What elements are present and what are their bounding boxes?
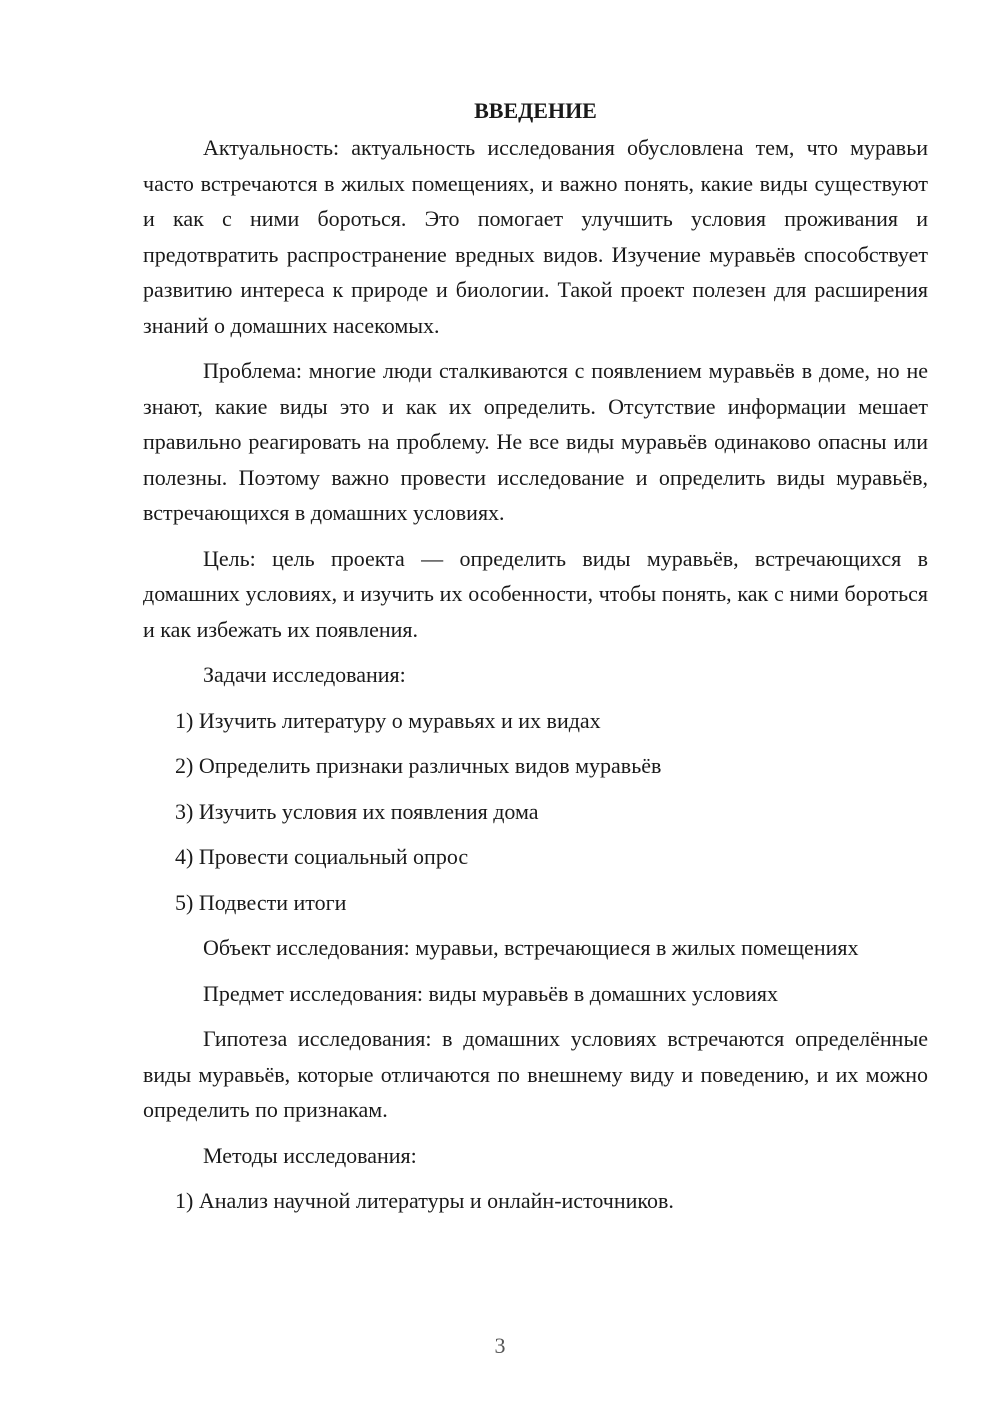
methods-list [143, 1183, 928, 1219]
hypothesis-paragraph: Гипотеза исследования: в домашних условиях встречаются определённые виды муравьёв, которые отличаются по внешнему виду и поведению, и их можно определить по признакам. [143, 1026, 928, 1122]
list-item: 1) Изучить литературу о муравьях и их видах [175, 707, 601, 733]
tasks-label: Задачи исследования: [203, 662, 406, 687]
tasks-list [143, 703, 928, 921]
document-page [143, 92, 928, 1229]
subject-paragraph: Предмет исследования: виды муравьёв в домашних условиях [203, 980, 779, 1006]
list-item: 2) Определить признаки различных видов муравьёв [175, 753, 662, 778]
list-item: 5) Подвести итоги [175, 889, 347, 915]
list-item: 3) Изучить условия их появления дома [175, 798, 539, 824]
relevance-paragraph: Актуальность: актуальность исследования обусловлена тем, что муравьи часто встречаются в жилых помещениях, и важно понять, какие виды существуют и как с ними бороться. Это помогает улучшить условия проживания и предотвратить распространение вредных видов. Изучение муравьёв способствует развитию интереса к природе и биологии. Такой проект полезен для расширения знаний о домашних насекомых. [143, 135, 928, 338]
goal-paragraph: Цель: цель проекта — определить виды муравьёв, встречающихся в домашних условиях, и изучить их особенности, чтобы понять, как с ними бороться и как избежать их появления. [143, 545, 928, 642]
list-item: 4) Провести социальный опрос [175, 844, 469, 869]
section-title: ВВЕДЕНИЕ [474, 98, 597, 123]
object-paragraph: Объект исследования: муравьи, встречающиеся в жилых помещениях [203, 935, 859, 960]
problem-paragraph: Проблема: многие люди сталкиваются с появлением муравьёв в доме, но не знают, какие виды это и как их определить. Отсутствие информации мешает правильно реагировать на проблему. Не все виды муравьёв одинаково опасны или полезны. Поэтому важно провести исследование и определить виды муравьёв, встречающихся в домашних условиях. [143, 358, 928, 525]
methods-label: Методы исследования: [203, 1142, 417, 1168]
page-number: 3 [494, 1333, 506, 1358]
list-item: 1) Анализ научной литературы и онлайн-источников. [175, 1188, 674, 1213]
